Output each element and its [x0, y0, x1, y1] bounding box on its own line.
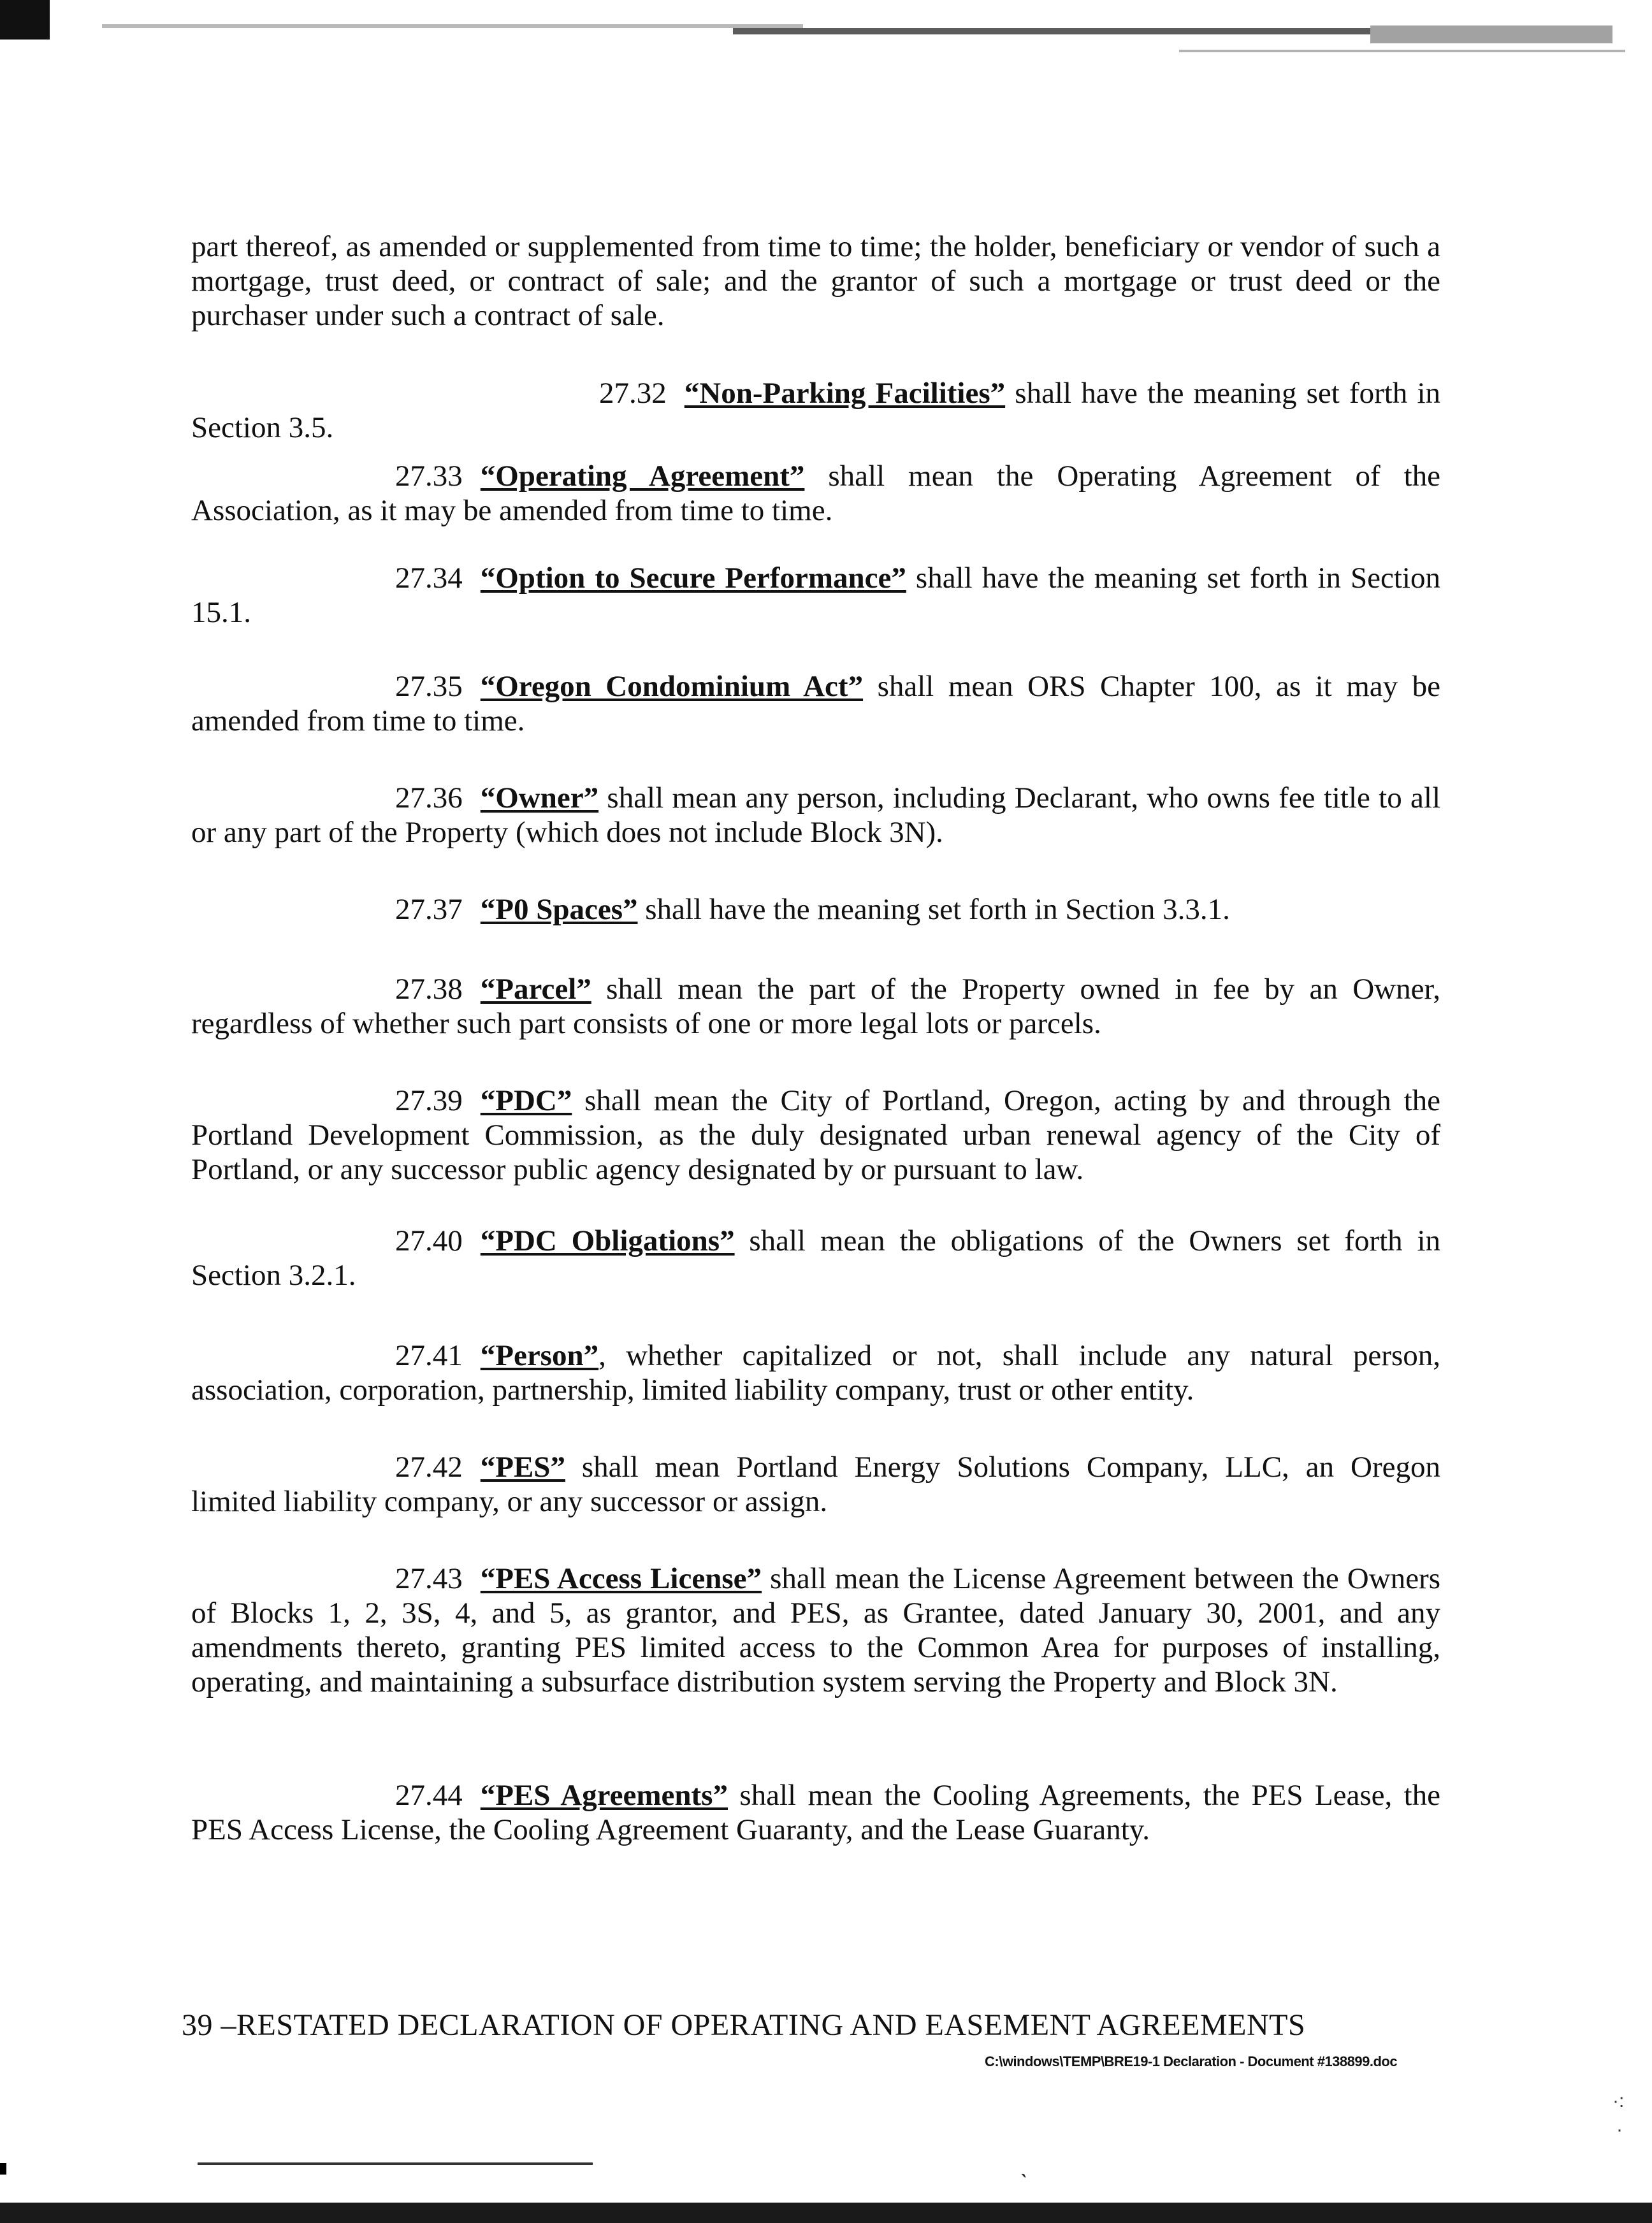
defined-term: “PDC” [480, 1084, 572, 1117]
definition-27-44 [191, 1778, 1440, 1847]
definition-27-33 [191, 459, 1440, 528]
defined-term: “PDC Obligations” [480, 1224, 735, 1257]
defined-term: “Owner” [480, 781, 599, 815]
scan-margin-mark: ·: [1612, 2090, 1625, 2111]
definition-27-35 [191, 669, 1440, 738]
page-footer-title: 39 –RESTATED DECLARATION OF OPERATING AND EASEMENT AGREEMENTS [182, 2008, 1306, 2042]
definition-text: shall mean the obligations of the Owners set forth in Section 3.2.1. [191, 1224, 1440, 1292]
definition-27-32 [191, 376, 1440, 445]
defined-term: “Operating Agreement” [480, 460, 805, 493]
defined-term: “PES Agreements” [480, 1779, 728, 1812]
defined-term: “Oregon Condominium Act” [480, 670, 864, 703]
definition-27-42 [191, 1450, 1440, 1519]
scan-artifact-bottom [0, 2203, 1652, 2223]
scan-streak [733, 28, 1370, 34]
scan-dot [0, 2163, 6, 2175]
definition-number: 27.36 [395, 781, 463, 815]
definition-number: 27.37 [395, 893, 463, 926]
scan-streak [102, 24, 803, 28]
definition-number: 27.43 [395, 1562, 463, 1595]
definition-number: 27.40 [395, 1224, 463, 1257]
definition-27-39 [191, 1083, 1440, 1187]
definition-text: shall mean ORS Chapter 100, as it may be amended from time to time. [191, 670, 1440, 737]
definition-27-41 [191, 1338, 1440, 1407]
defined-term: “PES Access License” [480, 1562, 762, 1595]
definition-27-40 [191, 1224, 1440, 1293]
definition-number: 27.39 [395, 1084, 463, 1117]
definition-number: 27.34 [395, 561, 463, 595]
definition-text: shall mean the City of Portland, Oregon, acting by and through the Portland Development Commission, as the duly designated urban renewal agency of the City of Portland, or any successor public agency designated by or pursuant to law. [191, 1084, 1440, 1186]
definition-number: 27.35 [395, 670, 463, 703]
definition-text: shall have the meaning set forth in Section 3.3.1. [637, 893, 1230, 926]
scan-streak [1370, 25, 1612, 43]
definition-text: shall mean the Operating Agreement of the Association, as it may be amended from time to time. [191, 460, 1441, 527]
definition-text: shall mean the part of the Property owned in fee by an Owner, regardless of whether such part consists of one or more legal lots or parcels. [191, 973, 1440, 1040]
definition-number: 27.41 [395, 1339, 463, 1372]
defined-term: “PES” [480, 1451, 565, 1484]
definition-text: shall mean Portland Energy Solutions Company, LLC, an Oregon limited liability company, or any successor or assign. [191, 1451, 1440, 1518]
definition-27-43 [191, 1561, 1440, 1699]
definition-27-37 [191, 892, 1440, 927]
definition-text: shall mean any person, including Declarant, who owns fee title to all or any part of the Property (which does not include Block 3N). [191, 781, 1440, 849]
definition-number: 27.42 [395, 1451, 463, 1484]
definition-text: shall have the meaning set forth in Section 15.1. [191, 561, 1440, 629]
scan-artifact-top [0, 0, 1652, 57]
definition-27-34 [191, 561, 1440, 630]
scan-line [198, 2162, 593, 2165]
definition-number: 27.33 [395, 460, 463, 493]
document-file-path: C:\windows\TEMP\BRE19-1 Declaration - Document #138899.doc [985, 2053, 1398, 2069]
definition-number: 27.44 [395, 1779, 463, 1812]
scan-streak [1179, 50, 1625, 52]
scan-margin-mark: · [1616, 2119, 1623, 2140]
definition-number: 27.32 [599, 377, 667, 410]
defined-term: “Option to Secure Performance” [480, 561, 906, 595]
definition-text: , whether capitalized or not, shall include any natural person, association, corporation, partnership, limited liability company, trust or other entity. [191, 1339, 1440, 1407]
definition-text: shall have the meaning set forth in Section 3.5. [191, 377, 1440, 444]
defined-term: “P0 Spaces” [480, 893, 638, 926]
continuation-paragraph: part thereof, as amended or supplemented from time to time; the holder, beneficiary or vendor of such a mortgage, trust deed, or contract of sale; and the grantor of such a mortgage or trust deed or the purchaser under such a contract of sale. [191, 230, 1440, 332]
defined-term: “Parcel” [480, 973, 591, 1006]
scan-corner-mark [0, 0, 50, 40]
definition-27-36 [191, 781, 1440, 850]
definition-text: shall mean the License Agreement between the Owners of Blocks 1, 2, 3S, 4, and 5, as grantor, and PES, as Grantee, dated January 30, 2001, and any amendments thereto, granting PES limited access to the Common Area for purposes of installing, operating, and maintaining a subsurface distribution system serving the Property and Block 3N. [191, 1562, 1440, 1698]
definition-27-38 [191, 972, 1440, 1041]
scan-mark: ˋ [1020, 2170, 1029, 2198]
defined-term: “Person” [480, 1339, 599, 1372]
defined-term: “Non-Parking Facilities” [684, 377, 1006, 410]
definition-number: 27.38 [395, 973, 463, 1006]
definition-text: shall mean the Cooling Agreements, the PES Lease, the PES Access License, the Cooling Agreement Guaranty, and the Lease Guaranty. [191, 1779, 1440, 1846]
